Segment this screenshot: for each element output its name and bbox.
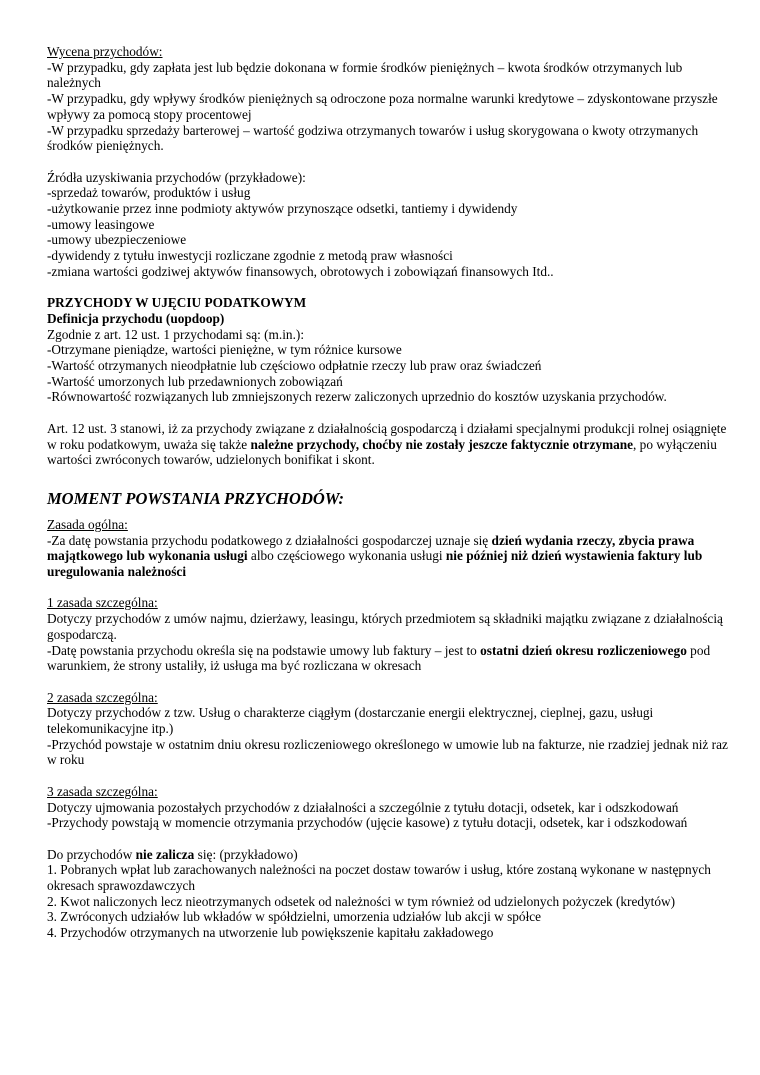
- tax-item-4: -Równowartość rozwiązanych lub zmniejszonych rezerw zaliczonych uprzednio do kosztów uzyskania przychodów.: [47, 389, 667, 405]
- rule1-line1: Dotyczy przychodów z umów najmu, dzierżawy, leasingu, których przedmiotem są składniki majątku związane z działalnością gospodarczą.: [47, 611, 723, 642]
- tax-heading: PRZYCHODY W UJĘCIU PODATKOWYM: [47, 295, 307, 311]
- tax-item-3: -Wartość umorzonych lub przedawnionych zobowiązań: [47, 373, 343, 389]
- tax-subheading: Definicja przychodu (uopdoop): [47, 310, 225, 326]
- general-rule-heading: Zasada ogólna:: [47, 516, 128, 532]
- sources-heading: Źródła uzyskiwania przychodów (przykładowe):: [47, 169, 306, 185]
- sources-item-5: -dywidendy z tytułu inwestycji rozliczane zgodnie z metodą praw własności: [47, 248, 453, 264]
- rule3-line2: -Przychody powstają w momencie otrzymania przychodów (ujęcie kasowe) z tytułu dotacji, odsetek, kar i odszkodowań: [47, 815, 688, 831]
- tax-item-2: -Wartość otrzymanych nieodpłatnie lub częściowo odpłatnie rzeczy lub praw oraz świadczeń: [47, 358, 542, 374]
- document-page: [47, 44, 737, 941]
- exclusions-heading: Do przychodów nie zalicza się: (przykładowo): [47, 846, 298, 862]
- rule2-line1: Dotyczy przychodów z tzw. Usług o charakterze ciągłym (dostarczanie energii elektrycznej, cieplnej, gazu, usługi telekomunikacyjne itp.): [47, 705, 654, 737]
- tax-intro: Zgodnie z art. 12 ust. 1 przychodami są: (m.in.):: [47, 326, 305, 342]
- sources-item-6: -zmiana wartości godziwej aktywów finansowych, obrotowych i zobowiązań finansowych Itd..: [47, 263, 554, 279]
- exclusions-item-1: 1. Pobranych wpłat lub zarachowanych należności na poczet dostaw towarów i usług, które zostaną wykonane w następnych okresach sprawozdawczych: [47, 862, 711, 894]
- tax-item-1: -Otrzymane pieniądze, wartości pieniężne, w tym różnice kursowe: [47, 342, 402, 358]
- valuation-item-1: -W przypadku, gdy zapłata jest lub będzie dokonana w formie środków pieniężnych – kwota środków otrzymanych lub należnych: [47, 59, 683, 91]
- valuation-heading: Wycena przychodów:: [47, 44, 163, 59]
- art-12-paragraph: Art. 12 ust. 3 stanowi, iż za przychody związane z działalnością gospodarczą i działami specjalnymi produkcji rolnej osiągnięte w roku podatkowym, uważa się także należne przychody, choćby nie zostały jeszcze faktycznie otrzymane, po wyłączeniu wartości zwróconych towarów, udzielonych bonifikat i skont.: [47, 420, 727, 468]
- valuation-item-3: -W przypadku sprzedaży barterowej – wartość godziwa otrzymanych towarów i usług skorygowana o kwoty otrzymanych środków pieniężnych.: [47, 122, 699, 154]
- general-rule-text: -Za datę powstania przychodu podatkowego z działalności gospodarczej uznaje się dzień wydania rzeczy, zbycia prawa majątkowego lub wykonania usługi albo częściowego wykonania usługi nie później niż dzień wystawienia faktury lub uregulowania należności: [47, 532, 703, 580]
- exclusions-item-3: 3. Zwróconych udziałów lub wkładów w spółdzielni, umorzenia udziałów lub akcji w spółce: [47, 909, 542, 925]
- rule2-heading: 2 zasada szczególna:: [47, 689, 158, 705]
- sources-item-4: -umowy ubezpieczeniowe: [47, 232, 187, 248]
- sources-item-2: -użytkowanie przez inne podmioty aktywów przynoszące odsetki, tantiemy i dywidendy: [47, 201, 518, 217]
- rule2-line2: -Przychód powstaje w ostatnim dniu okresu rozliczeniowego określonego w umowie lub na fakturze, nie rzadziej jednak niż raz w roku: [47, 736, 728, 768]
- valuation-item-2: -W przypadku, gdy wpływy środków pieniężnych są odroczone poza normalne warunki kredytowe – zdyskontowane przyszłe wpływy za pomocą stopy procentowej: [47, 91, 718, 122]
- rule1-line2: -Datę powstania przychodu określa się na podstawie umowy lub faktury – jest to ostatni dzień okresu rozliczeniowego pod warunkiem, że strony ustaliły, iż usługa ma być rozliczana w okresach: [47, 642, 711, 674]
- moment-heading: MOMENT POWSTANIA PRZYCHODÓW:: [47, 488, 345, 508]
- exclusions-item-4: 4. Przychodów otrzymanych na utworzenie lub powiększenie kapitału zakładowego: [47, 925, 494, 941]
- sources-item-3: -umowy leasingowe: [47, 216, 155, 232]
- rule1-heading: 1 zasada szczególna:: [47, 595, 158, 611]
- rule3-heading: 3 zasada szczególna:: [47, 783, 158, 799]
- rule3-line1: Dotyczy ujmowania pozostałych przychodów z działalności a szczególnie z tytułu dotacji, odsetek, kar i odszkodowań: [47, 799, 679, 815]
- sources-item-1: -sprzedaż towarów, produktów i usług: [47, 185, 251, 201]
- exclusions-item-2: 2. Kwot naliczonych lecz nieotrzymanych odsetek od należności w tym również od udzielonych pożyczek (kredytów): [47, 893, 676, 909]
